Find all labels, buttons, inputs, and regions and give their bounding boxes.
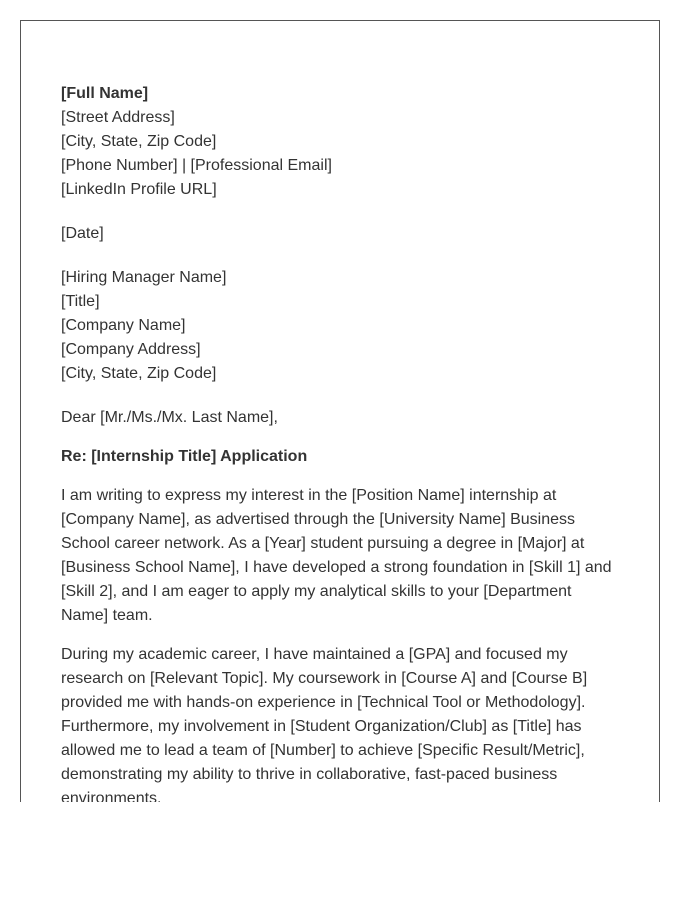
recipient-city-state-zip: [City, State, Zip Code] xyxy=(61,365,217,382)
recipient-company: [Company Name] xyxy=(61,317,186,334)
paragraph-line: environments. xyxy=(61,790,162,802)
paragraph-line: School career network. As a [Year] student pursuing a degree in [Major] at xyxy=(61,535,585,552)
sender-street: [Street Address] xyxy=(61,109,175,126)
sender-linkedin: [LinkedIn Profile URL] xyxy=(61,181,217,198)
paragraph-line: [Company Name], as advertised through the [University Name] Business xyxy=(61,511,576,528)
letter-page xyxy=(20,20,660,802)
salutation: Dear [Mr./Ms./Mx. Last Name], xyxy=(61,409,278,426)
sender-phone-email: [Phone Number] | [Professional Email] xyxy=(61,157,332,174)
recipient-hiring-manager: [Hiring Manager Name] xyxy=(61,269,227,286)
date-block xyxy=(61,222,621,246)
paragraph-line: provided me with hands-on experience in [Technical Tool or Methodology]. xyxy=(61,694,586,711)
recipient-company-address: [Company Address] xyxy=(61,341,201,358)
paragraph-line: allowed me to lead a team of [Number] to achieve [Specific Result/Metric], xyxy=(61,742,585,759)
letter-date: [Date] xyxy=(61,225,104,242)
paragraph-line: [Business School Name], I have developed a strong foundation in [Skill 1] and xyxy=(61,559,612,576)
paragraph-line: [Skill 2], and I am eager to apply my analytical skills to your [Department xyxy=(61,583,572,600)
body-paragraph-1 xyxy=(61,484,621,628)
salutation-block xyxy=(61,406,621,430)
letter-content xyxy=(61,82,621,802)
paragraph-line: During my academic career, I have maintained a [GPA] and focused my xyxy=(61,646,568,663)
recipient-block xyxy=(61,266,621,386)
paragraph-line: I am writing to express my interest in the [Position Name] internship at xyxy=(61,487,557,504)
paragraph-line: Name] team. xyxy=(61,607,153,624)
sender-block xyxy=(61,82,621,202)
paragraph-line: demonstrating my ability to thrive in collaborative, fast-paced business xyxy=(61,766,558,783)
paragraph-line: research on [Relevant Topic]. My coursework in [Course A] and [Course B] xyxy=(61,670,588,687)
sender-full-name: [Full Name] xyxy=(61,85,149,102)
recipient-title: [Title] xyxy=(61,293,100,310)
paragraph-line: Furthermore, my involvement in [Student Organization/Club] as [Title] has xyxy=(61,718,582,735)
sender-city-state-zip: [City, State, Zip Code] xyxy=(61,133,217,150)
subject-line: Re: [Internship Title] Application xyxy=(61,448,308,465)
body-paragraph-2 xyxy=(61,643,621,802)
